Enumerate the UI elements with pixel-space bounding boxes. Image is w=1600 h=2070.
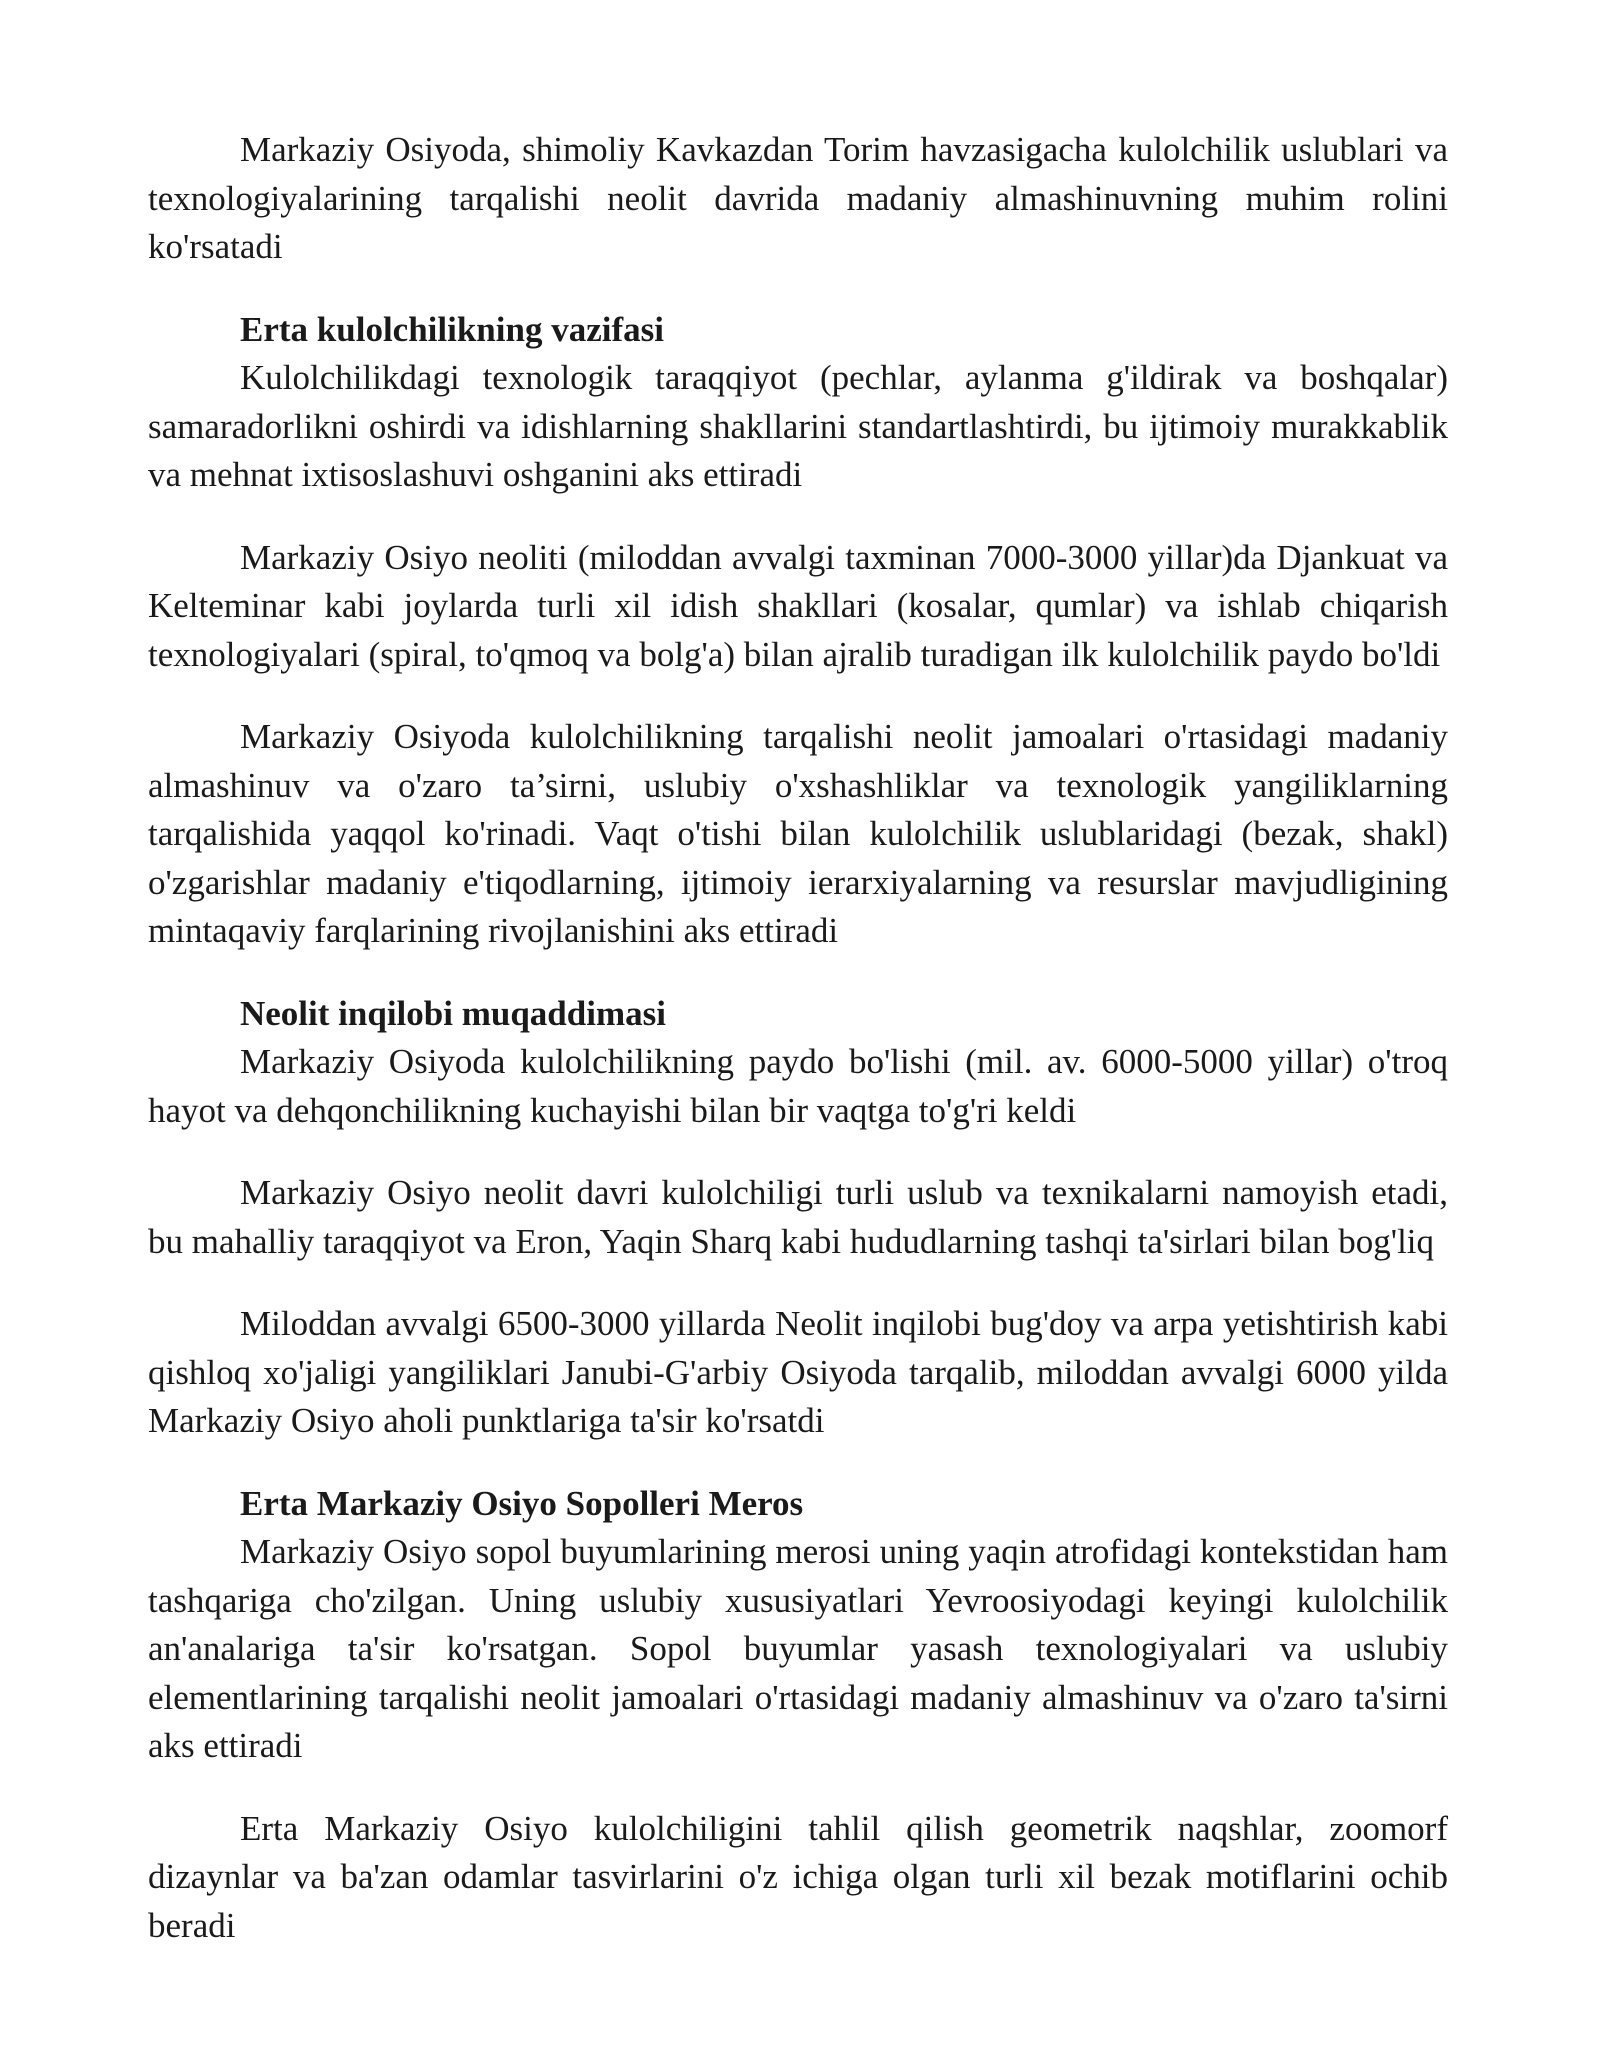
section-heading-2: Neolit inqilobi muqaddimasi	[240, 993, 666, 1033]
spacer	[148, 272, 1448, 306]
paragraph-6: Markaziy Osiyo neolit davri kulolchiligi turli uslub va texnikalarni namoyish etadi, bu mahalliy taraqqiyot va Eron, Yaqin Sharq kabi hududlarning tashqi ta'sirlari bilan bog'liq	[148, 1173, 1448, 1261]
paragraph-7: Miloddan avvalgi 6500-3000 yillarda Neolit inqilobi bug'doy va arpa yetishtirish kabi qishloq xo'jaligi yangiliklari Janubi-G'arbiy Osiyoda tarqalib, miloddan avvalgi 6000 yilda Markaziy Osiyo aholi punktlariga ta'sir ko'rsatdi	[148, 1304, 1448, 1440]
spacer	[148, 956, 1448, 990]
paragraph-5: Markaziy Osiyoda kulolchilikning paydo bo'lishi (mil. av. 6000-5000 yillar) o'troq hayot va dehqonchilikning kuchayishi bilan bir vaqtga to'g'ri keldi	[148, 1042, 1448, 1130]
section-heading-3: Erta Markaziy Osiyo Sopolleri Meros	[240, 1483, 804, 1523]
paragraph-8: Markaziy Osiyo sopol buyumlarining merosi uning yaqin atrofidagi kontekstidan ham tashqariga cho'zilgan. Uning uslubiy xususiyatlari Yevroosiyodagi keyingi kulolchilik an'analariga ta'sir ko'rsatgan. Sopol buyumlar yasash texnologiyalari va uslubiy elementlarining tarqalishi neolit jamoalari o'rtasidagi madaniy almashinuv va o'zaro ta'sirni aks ettiradi	[148, 1532, 1448, 1765]
spacer	[148, 1446, 1448, 1480]
paragraph-1: Markaziy Osiyoda, shimoliy Kavkazdan Torim havzasigacha kulolchilik uslublari va texnologiyalarining tarqalishi neolit davrida madaniy almashinuvning muhim rolini ko'rsatadi	[148, 130, 1448, 266]
spacer	[148, 500, 1448, 534]
document-body	[148, 126, 1448, 1950]
paragraph-2: Kulolchilikdagi texnologik taraqqiyot (pechlar, aylanma g'ildirak va boshqalar) samaradorlikni oshirdi va idishlarning shakllarini standartlashtirdi, bu ijtimoiy murakkablik va mehnat ixtisoslashuvi oshganini aks ettiradi	[148, 358, 1448, 494]
paragraph-9: Erta Markaziy Osiyo kulolchiligini tahlil qilish geometrik naqshlar, zoomorf dizaynlar va ba'zan odamlar tasvirlarini o'z ichiga olgan turli xil bezak motiflarini ochib beradi	[148, 1808, 1448, 1945]
spacer	[148, 1771, 1448, 1805]
paragraph-4: Markaziy Osiyoda kulolchilikning tarqalishi neolit jamoalari o'rtasidagi madaniy almashinuv va o'zaro ta’sirni, uslubiy o'xshashliklar va texnologik yangiliklarning tarqalishida yaqqol ko'rinadi. Vaqt o'tishi bilan kulolchilik uslublaridagi (bezak, shakl) o'zgarishlar madaniy e'tiqodlarning, ijtimoiy ierarxiyalarning va resurslar mavjudligining mintaqaviy farqlarining rivojlanishini aks ettiradi	[148, 717, 1448, 950]
paragraph-3: Markaziy Osiyo neoliti (miloddan avvalgi taxminan 7000-3000 yillar)da Djankuat va Kelteminar kabi joylarda turli xil idish shakllari (kosalar, qumlar) va ishlab chiqarish texnologiyalari (spiral, to'qmoq va bolg'a) bilan ajralib turadigan ilk kulolchilik paydo bo'ldi	[148, 537, 1448, 674]
spacer	[148, 679, 1448, 713]
spacer	[148, 1135, 1448, 1169]
spacer	[148, 1266, 1448, 1300]
section-heading-1: Erta kulolchilikning vazifasi	[240, 309, 664, 349]
